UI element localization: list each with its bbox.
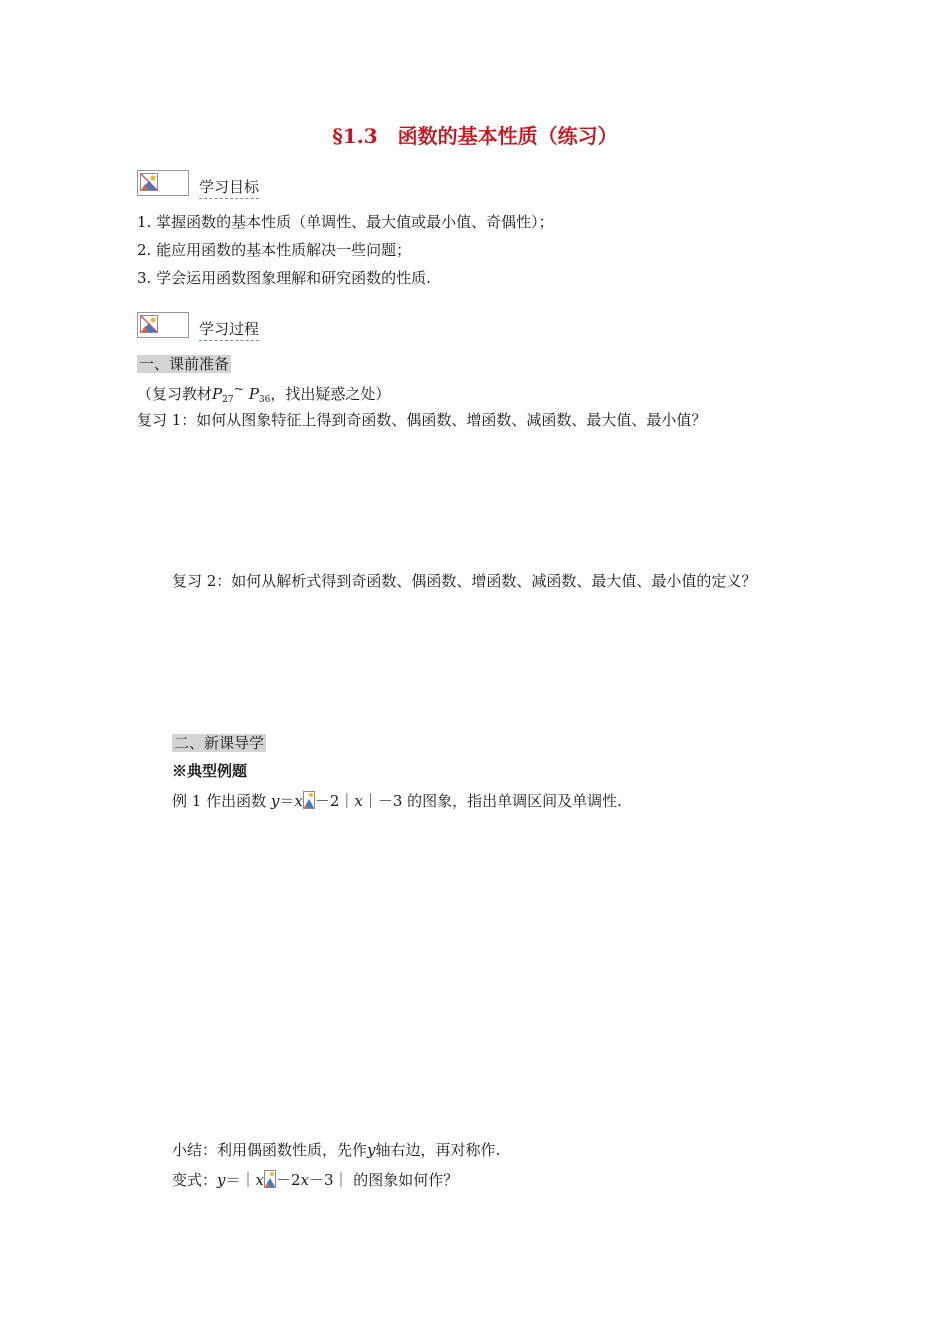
objective-item-2: 2. 能应用函数的基本性质解决一些问题； — [137, 241, 412, 259]
var-y: y — [217, 1171, 226, 1189]
var-y: y — [270, 792, 280, 810]
section-label: 学习目标 — [199, 176, 259, 199]
equals: ＝ — [279, 792, 295, 810]
variation-text: ＝｜ — [225, 1171, 256, 1189]
objective-item-3: 3. 学会运用函数图象理解和研究函数的性质. — [137, 269, 431, 287]
page-p: P — [248, 385, 259, 403]
objective-item-1: 1. 掌握函数的基本性质（单调性、最大值或最小值、奇偶性）； — [137, 213, 554, 231]
part1-label: 一、课前准备 — [139, 355, 230, 373]
tilde: ~ — [233, 381, 245, 396]
review-suffix: ，找出疑惑之处） — [270, 385, 391, 403]
broken-image-icon — [303, 791, 315, 813]
summary-text: 小结：利用偶函数性质，先作 — [172, 1141, 368, 1159]
variation-text: －3｜ 的图象如何作？ — [309, 1171, 459, 1189]
page-title: §1.3 函数的基本性质（练习） — [332, 124, 618, 148]
var-x: x — [294, 792, 303, 810]
variation-text: －2 — [275, 1171, 301, 1189]
summary — [172, 1139, 500, 1160]
part2-heading — [172, 732, 266, 753]
example-text: 例 1 作出函数 — [172, 792, 267, 810]
review-question-1: 复习 1：如何从图象特征上得到奇函数、偶函数、增函数、减函数、最大值、最小值？ — [137, 411, 707, 429]
example-text: ｜－3 的图象，指出单调区间及单调性. — [362, 792, 622, 810]
var-x: x — [255, 1171, 264, 1189]
review-note — [137, 381, 390, 405]
broken-image-icon — [137, 170, 189, 196]
example-1 — [172, 790, 622, 813]
var-x: x — [300, 1171, 309, 1189]
page-sub: 36 — [258, 395, 271, 405]
broken-image-icon — [137, 312, 189, 338]
typical-examples-heading: ※典型例题 — [172, 762, 248, 780]
broken-image-icon — [264, 1170, 276, 1192]
part1-heading — [137, 353, 231, 374]
summary-text: 轴右边，再对称作. — [375, 1141, 501, 1159]
page-p: P — [212, 385, 223, 403]
part2-label: 二、新课导学 — [174, 734, 265, 752]
review-question-2: 复习 2：如何从解析式得到奇函数、偶函数、增函数、减函数、最大值、最小值的定义？ — [172, 572, 757, 590]
variation-text: 变式： — [172, 1171, 218, 1189]
review-prefix: （复习教材 — [137, 385, 213, 403]
example-text: －2｜ — [314, 792, 355, 810]
var-y: y — [367, 1141, 376, 1159]
variation — [172, 1169, 458, 1192]
var-x: x — [354, 792, 363, 810]
page-sub: 27 — [222, 395, 234, 405]
section-label: 学习过程 — [199, 318, 259, 341]
